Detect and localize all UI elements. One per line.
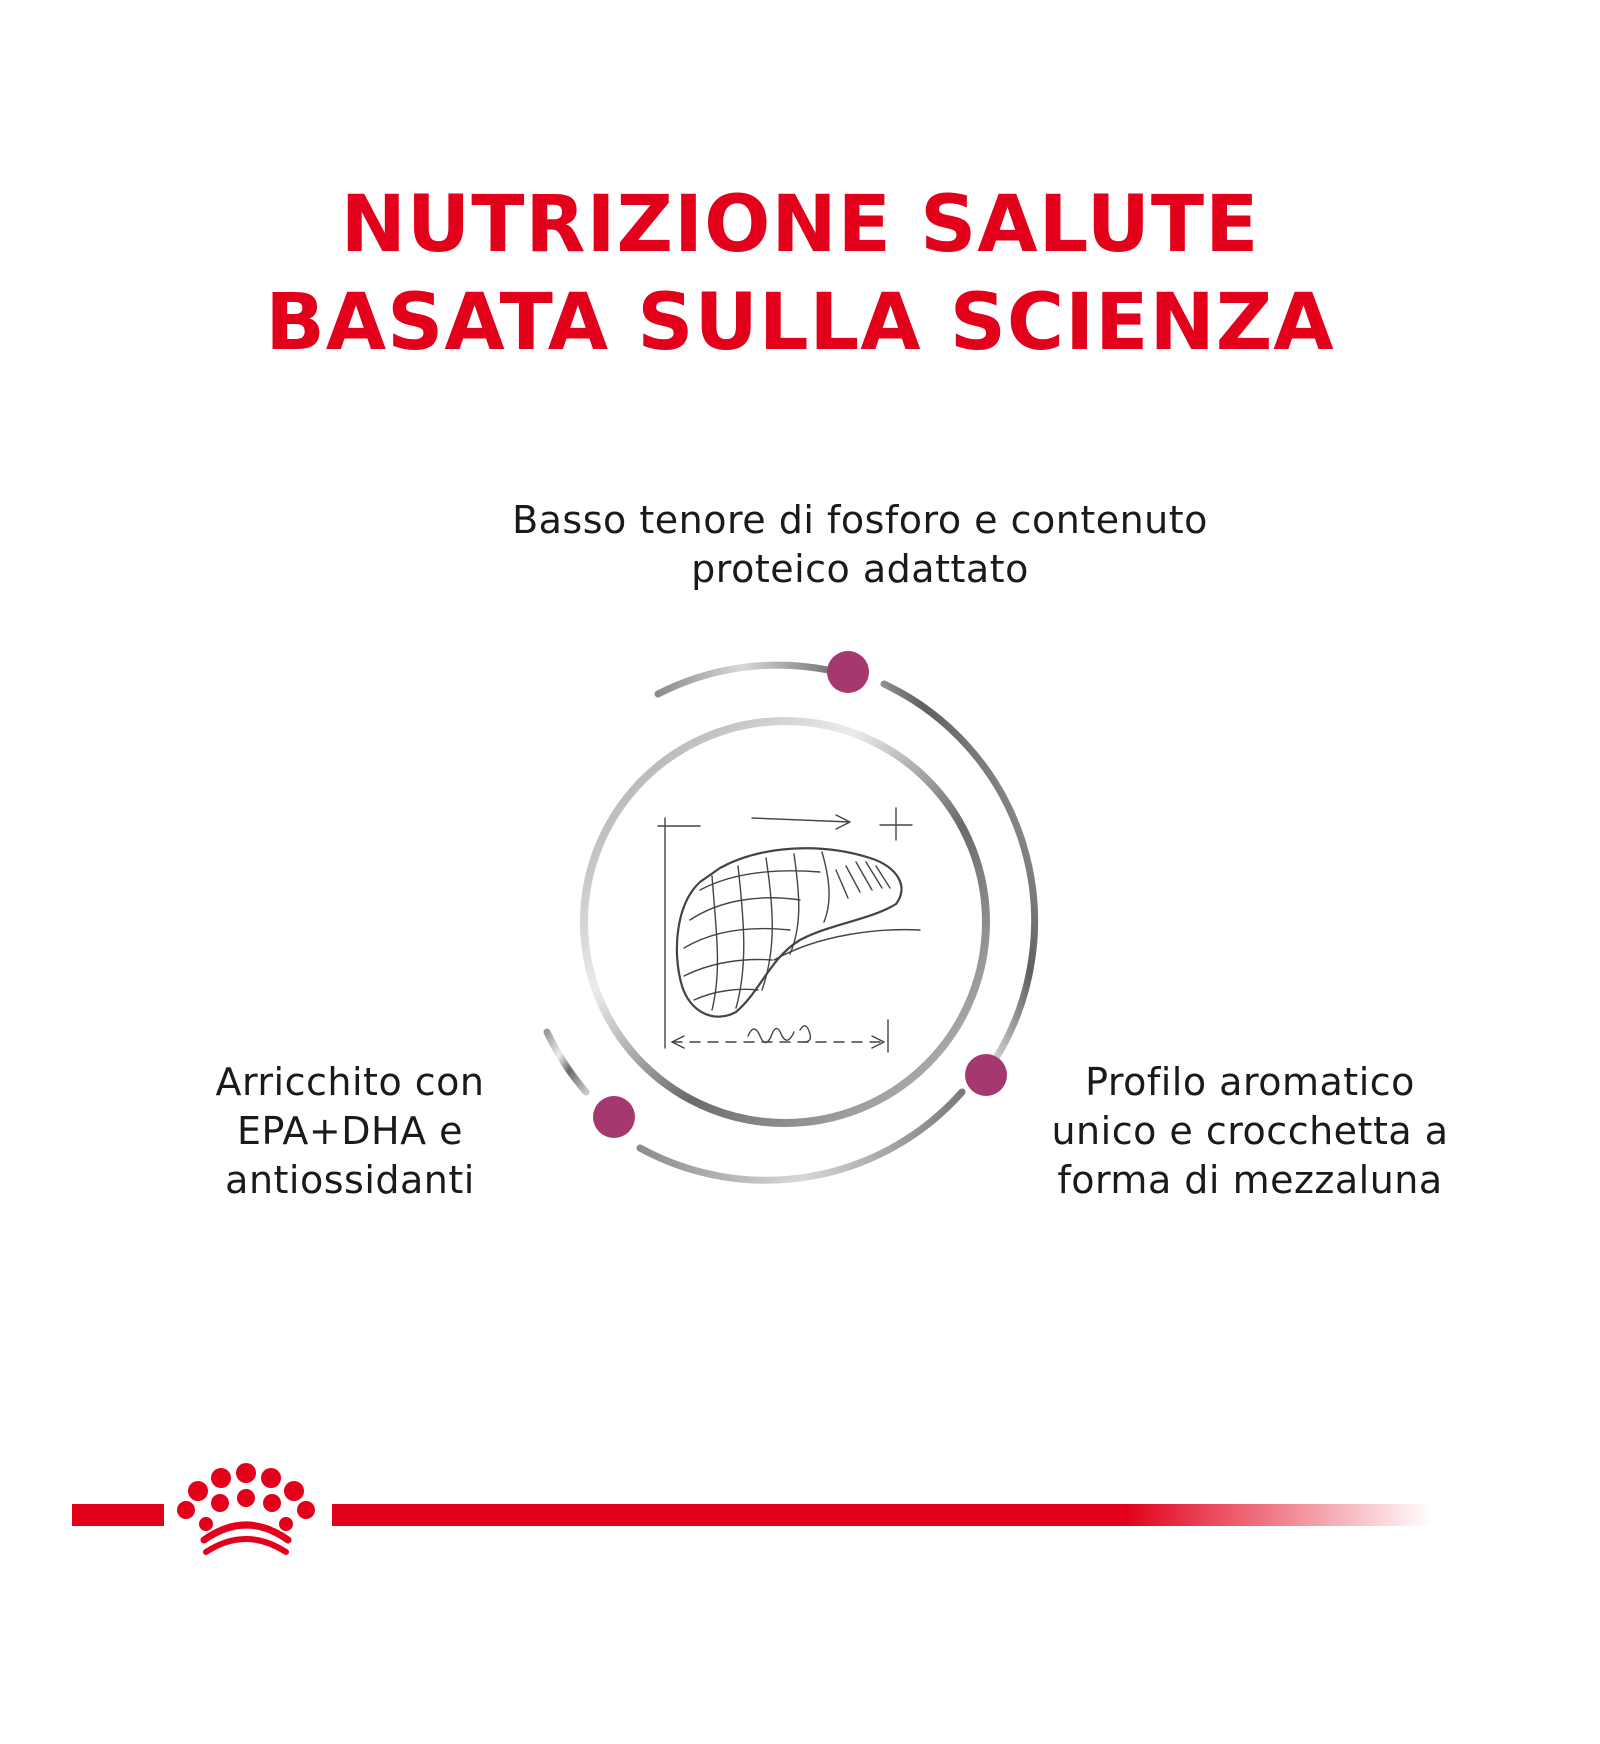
brand-bar-left <box>72 1504 164 1526</box>
feature-left-line-2: EPA+DHA e <box>236 1109 464 1153</box>
headline-line-2: BASATA SULLA SCIENZA <box>265 278 1335 368</box>
crown-logo-icon <box>177 1463 315 1552</box>
brand-bar-right <box>332 1504 1432 1526</box>
feature-top-line-2: proteico adattato <box>691 547 1029 591</box>
feature-top-line-1: Basso tenore di fosforo e contenuto <box>512 498 1208 542</box>
feature-left-line-3: antiossidanti <box>225 1158 475 1202</box>
feature-left-line-1: Arricchito con <box>215 1060 485 1104</box>
feature-right-line-2: unico e crocchetta a <box>1051 1109 1449 1153</box>
feature-right-line-1: Profilo aromatico <box>1085 1060 1415 1104</box>
headline-line-1: NUTRIZIONE SALUTE <box>340 180 1260 270</box>
feature-right-line-3: forma di mezzaluna <box>1057 1158 1443 1202</box>
